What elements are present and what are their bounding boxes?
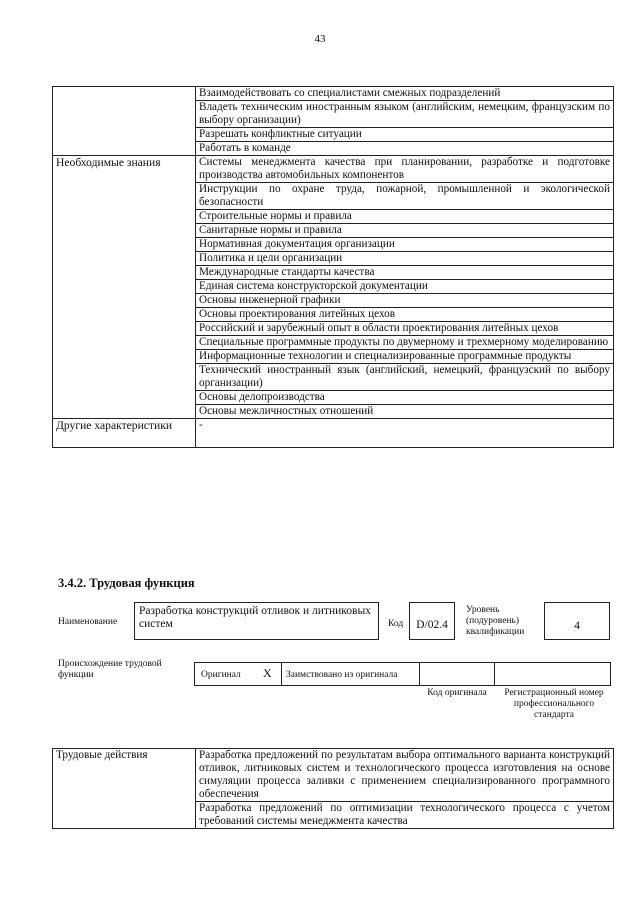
labor-actions-table — [52, 748, 614, 829]
knowledge-row: Основы межличностных отношений — [196, 405, 614, 419]
origin-label: Происхождение трудовой функции — [58, 659, 162, 680]
knowledge-row: Инструкции по охране труда, пожарной, промышленной и экологической безопасности — [196, 183, 614, 210]
knowledge-row: Основы инженерной графики — [196, 294, 614, 308]
original-mark: X — [263, 666, 272, 680]
empty-label-cell — [53, 87, 196, 156]
name-value-box: Разработка конструкций отливок и литниковых систем — [134, 602, 379, 640]
action-row: Разработка предложений по результатам выбора оптимального варианта конструкций отливок, литниковых систем и технологического процесса изготовления на основе симуляции процесса заливки с применением специализированного программного обеспечения — [196, 749, 614, 802]
knowledge-row: Основы проектирования литейных цехов — [196, 308, 614, 322]
origin-table — [194, 662, 611, 686]
level-value-box: 4 — [544, 602, 610, 640]
name-label: Наименование — [58, 617, 118, 627]
other-characteristics-value: - — [196, 419, 614, 448]
upper-requirements-table — [52, 86, 614, 448]
skill-row: Разрешать конфликтные ситуации — [196, 128, 614, 142]
section-title: 3.4.2. Трудовая функция — [58, 576, 195, 590]
knowledge-row: Специальные программные продукты по двумерному и трехмерному моделированию — [196, 336, 614, 350]
origin-divider — [494, 663, 495, 685]
reg-number-label: Регистрационный номер профессионального стандарта — [504, 688, 604, 720]
knowledge-row: Информационные технологии и специализированные программные продукты — [196, 350, 614, 364]
knowledge-row: Единая система конструкторской документации — [196, 280, 614, 294]
knowledge-row: Международные стандарты качества — [196, 266, 614, 280]
knowledge-row: Основы делопроизводства — [196, 391, 614, 405]
level-label: Уровень (подуровень) квалификации — [466, 605, 525, 637]
code-value-box: D/02.4 — [409, 602, 455, 640]
skill-row: Взаимодействовать со специалистами смежных подразделений — [196, 87, 614, 101]
origin-divider — [281, 663, 282, 685]
skill-row: Работать в команде — [196, 142, 614, 156]
actions-label-cell — [53, 749, 196, 829]
borrowed-label: Заимствовано из оригинала — [286, 670, 398, 680]
knowledge-row: Российский и зарубежный опыт в области проектирования литейных цехов — [196, 322, 614, 336]
origin-divider — [419, 663, 420, 685]
other-characteristics-label: Другие характеристики — [56, 419, 173, 432]
knowledge-row: Технический иностранный язык (английский, немецкий, французский по выбору организации) — [196, 364, 614, 391]
labor-actions-label: Трудовые действия — [56, 749, 148, 761]
knowledge-row: Системы менеджмента качества при планировании, разработке и подготовке производства автомобильных компонентов — [196, 156, 614, 183]
knowledge-row: Политика и цели организации — [196, 252, 614, 266]
knowledge-label-cell — [53, 156, 196, 419]
skill-row: Владеть техническим иностранным языком (английским, немецким, французским по выбору организации) — [196, 101, 614, 128]
knowledge-row: Строительные нормы и правила — [196, 210, 614, 224]
code-label: Код — [388, 619, 404, 629]
knowledge-row: Нормативная документация организации — [196, 238, 614, 252]
origin-code-label: Код оригинала — [427, 688, 487, 698]
action-row: Разработка предложений по оптимизации технологического процесса с учетом требований системы менеджмента качества — [196, 802, 614, 829]
knowledge-row: Санитарные нормы и правила — [196, 224, 614, 238]
original-label: Оригинал — [201, 670, 241, 680]
page-number: 43 — [314, 33, 326, 45]
other-label-cell — [53, 419, 196, 448]
knowledge-label: Необходимые знания — [56, 156, 161, 169]
